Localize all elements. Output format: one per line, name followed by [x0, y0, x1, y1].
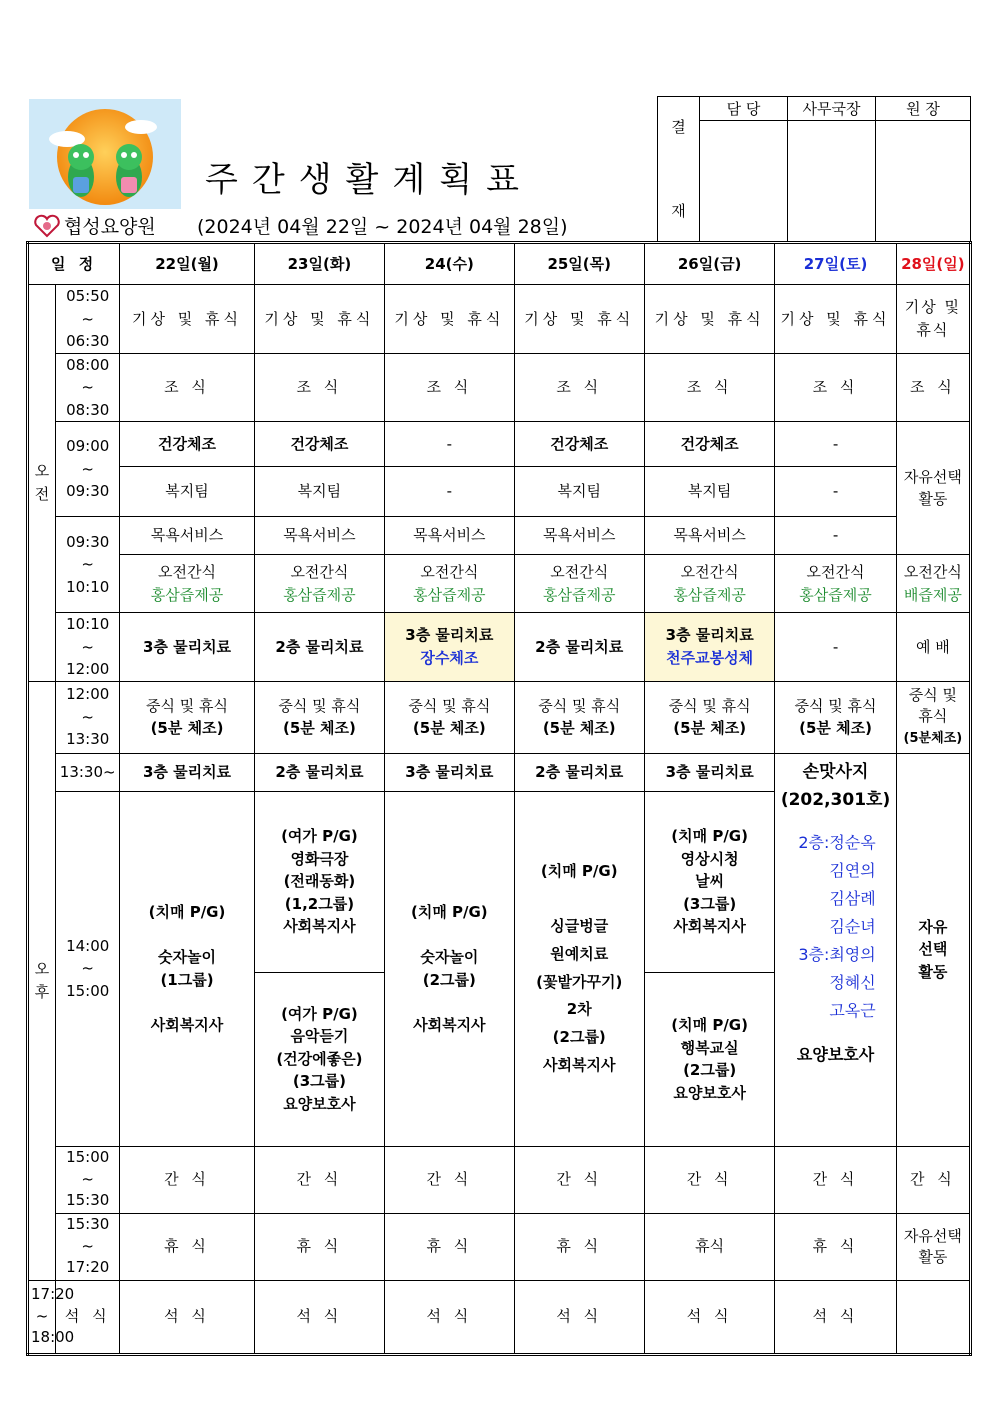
cell-pt: 3층 물리치료 [120, 613, 254, 682]
cell-worship: 예 배 [896, 613, 970, 682]
time-slot: 15:00 ~ 15:30 [56, 1146, 120, 1213]
cell-breakfast: 조 식 [896, 353, 970, 422]
role-manager: 담 당 [700, 97, 788, 121]
cell-bath: 목욕서비스 [644, 517, 774, 555]
time-slot: 08:00 ~ 08:30 [56, 353, 120, 422]
cell-snack-am: 오전간식 홍삼즙제공 [254, 555, 384, 613]
cell-lunch: 중식 및 휴식 (5분 체조) [120, 681, 254, 753]
cell-breakfast: 조 식 [254, 353, 384, 422]
cell-wake: 기상 및 휴식 [120, 285, 254, 354]
page-title: 주간생활계획표 [205, 160, 533, 200]
cell-snack-am: 오전간식 홍삼즙제공 [775, 555, 896, 613]
cell-program: (치매 P/G) 숫자놀이 (2그룹) 사회복지사 [385, 791, 514, 1146]
sign-manager [700, 121, 788, 242]
time-slot: 09:30 ~ 10:10 [56, 517, 120, 613]
time-slot: 09:00 ~ 09:30 [56, 422, 120, 517]
sign-secretary [788, 121, 876, 242]
cell-rest: 휴 식 [775, 1213, 896, 1280]
day-wed: 24(수) [385, 243, 514, 285]
cell-snack-pm: 간 식 [775, 1146, 896, 1213]
cell-dinner: 석 식 [775, 1280, 896, 1354]
cell-pt: 2층 물리치료 [254, 613, 384, 682]
cell-wake: 기상 및 휴식 [514, 285, 644, 354]
cell-breakfast: 조 식 [775, 353, 896, 422]
cell-exercise: 건강체조 [514, 422, 644, 467]
cell-welfare: 복지팀 [514, 467, 644, 517]
logo-illustration [29, 99, 181, 209]
cell-rest: 휴식 [644, 1213, 774, 1280]
cell-snack-am: 오전간식 홍삼즙제공 [385, 555, 514, 613]
approval-box [657, 96, 971, 242]
am-label: 오 전 [28, 285, 56, 682]
cell-snack-pm: 간 식 [514, 1146, 644, 1213]
cell-program: (치매 P/G) 숫자놀이 (1그룹) 사회복지사 [120, 791, 254, 1146]
cell-lunch: 중식 및 휴식 (5분 체조) [514, 681, 644, 753]
cell-program: (치매 P/G) 싱글벙글 원예치료 (꽃밭가꾸기) 2차 (2그룹) 사회복지사 [514, 791, 644, 1146]
cell-pt: 3층 물리치료 장수체조 [385, 613, 514, 682]
cell-program: (여가 P/G) 음악듣기 (건강에좋은) (3그룹) 요양보호사 [254, 972, 384, 1146]
cell-bath: 목욕서비스 [120, 517, 254, 555]
cell-rest: 휴 식 [120, 1213, 254, 1280]
pm-label: 오 후 [28, 681, 56, 1280]
cell-rest: 휴 식 [254, 1213, 384, 1280]
time-slot: 13:30~ [56, 753, 120, 791]
cell-free-activity: 자유선택 활동 [896, 1213, 970, 1280]
cell-dinner: 석 식 [120, 1280, 254, 1354]
weekly-schedule-table [26, 241, 972, 1356]
heart-logo-icon [34, 215, 60, 237]
time-slot: 05:50 ~ 06:30 [56, 285, 120, 354]
time-slot: 12:00 ~ 13:30 [56, 681, 120, 753]
cell-wake: 기상 및 휴식 [254, 285, 384, 354]
cell-wake: 기상 및 휴식 [644, 285, 774, 354]
organization [34, 212, 156, 239]
cell-snack-pm: 간 식 [896, 1146, 970, 1213]
cell-program: (치매 P/G) 영상시청 날씨 (3그룹) 사회복지사 [644, 791, 774, 972]
organization-name: 협성요양원 [64, 216, 156, 238]
cell-dinner: 석 식 [514, 1280, 644, 1354]
day-tue: 23일(화) [254, 243, 384, 285]
cell-dinner: 석 식 [644, 1280, 774, 1354]
role-secretary: 사무국장 [788, 97, 876, 121]
cell-welfare: 복지팀 [254, 467, 384, 517]
day-sat: 27일(토) [775, 243, 896, 285]
cell-pt: 2층 물리치료 [254, 753, 384, 791]
day-mon: 22일(월) [120, 243, 254, 285]
cell-lunch: 중식 및 휴식 (5분 체조) [775, 681, 896, 753]
cell-empty: - [775, 517, 896, 555]
time-slot: 14:00 ~ 15:00 [56, 791, 120, 1146]
cell-breakfast: 조 식 [644, 353, 774, 422]
cell-rest: 휴 식 [514, 1213, 644, 1280]
cell-wake: 기상 및 휴식 [385, 285, 514, 354]
day-fri: 26일(금) [644, 243, 774, 285]
cell-free-activity: 자유 선택 활동 [896, 753, 970, 1146]
cell-snack-pm: 간 식 [254, 1146, 384, 1213]
cell-pt: 3층 물리치료 천주교봉성체 [644, 613, 774, 682]
cell-empty: - [385, 467, 514, 517]
cell-wake: 기상 및 휴식 [896, 285, 970, 354]
cell-lunch: 중식 및 휴식 (5분체조) [896, 681, 970, 753]
time-slot: 17:20 ~ 18:00 [28, 1280, 56, 1354]
cell-exercise: 건강체조 [120, 422, 254, 467]
cell-pt: 2층 물리치료 [514, 753, 644, 791]
cell-dinner: 석 식 [254, 1280, 384, 1354]
time-slot: 10:10 ~ 12:00 [56, 613, 120, 682]
cell-bath: 목욕서비스 [254, 517, 384, 555]
header-corner: 일 정 [28, 243, 120, 285]
cell-wake: 기상 및 휴식 [775, 285, 896, 354]
cell-bath: 목욕서비스 [514, 517, 644, 555]
cell-snack-am: 오전간식 홍삼즙제공 [514, 555, 644, 613]
cell-exercise: 건강체조 [254, 422, 384, 467]
cell-pt: 2층 물리치료 [514, 613, 644, 682]
cell-program: (치매 P/G) 행복교실 (2그룹) 요양보호사 [644, 972, 774, 1146]
cell-lunch: 중식 및 휴식 (5분 체조) [254, 681, 384, 753]
cell-empty: - [775, 422, 896, 467]
cell-lunch: 중식 및 휴식 (5분 체조) [644, 681, 774, 753]
approval-label: 결 재 [658, 97, 700, 242]
cell-snack-pm: 간 식 [385, 1146, 514, 1213]
cell-rest: 휴 식 [385, 1213, 514, 1280]
cell-snack-pm: 간 식 [120, 1146, 254, 1213]
cell-dinner: 석 식 [56, 1280, 120, 1354]
cell-snack-am: 오전간식 배즙제공 [896, 555, 970, 613]
cell-empty: - [775, 467, 896, 517]
sign-director [876, 121, 971, 242]
day-thu: 25일(목) [514, 243, 644, 285]
cell-pt: 3층 물리치료 [120, 753, 254, 791]
time-slot: 15:30 ~ 17:20 [56, 1213, 120, 1280]
cell-snack-pm: 간 식 [644, 1146, 774, 1213]
cell-snack-am: 오전간식 홍삼즙제공 [120, 555, 254, 613]
cell-exercise: 건강체조 [644, 422, 774, 467]
cell-welfare: 복지팀 [644, 467, 774, 517]
cell-welfare: 복지팀 [120, 467, 254, 517]
cell-free-activity: 자유선택 활동 [896, 422, 970, 555]
cell-pt: 3층 물리치료 [385, 753, 514, 791]
cell-snack-am: 오전간식 홍삼즙제공 [644, 555, 774, 613]
cell-empty: - [775, 613, 896, 682]
cell-breakfast: 조 식 [120, 353, 254, 422]
role-director: 원 장 [876, 97, 971, 121]
cell-empty: - [385, 422, 514, 467]
period-range: (2024년 04월 22일 ~ 2024년 04월 28일) [197, 216, 568, 238]
cell-breakfast: 조 식 [514, 353, 644, 422]
cell-bath: 목욕서비스 [385, 517, 514, 555]
cell-breakfast: 조 식 [385, 353, 514, 422]
cell-dinner: 석 식 [385, 1280, 514, 1354]
cell-lunch: 중식 및 휴식 (5분 체조) [385, 681, 514, 753]
day-sun: 28일(일) [896, 243, 970, 285]
cell-program: (여가 P/G) 영화극장 (전래동화) (1,2그룹) 사회복지사 [254, 791, 384, 972]
cell-pt: 3층 물리치료 [644, 753, 774, 791]
cell-massage: 손맛사지 (202,301호) 2층:정순옥 김연의 김삼례 김순녀 3층:최영의 정혜신 고옥근 요양보호사 [775, 753, 896, 1146]
